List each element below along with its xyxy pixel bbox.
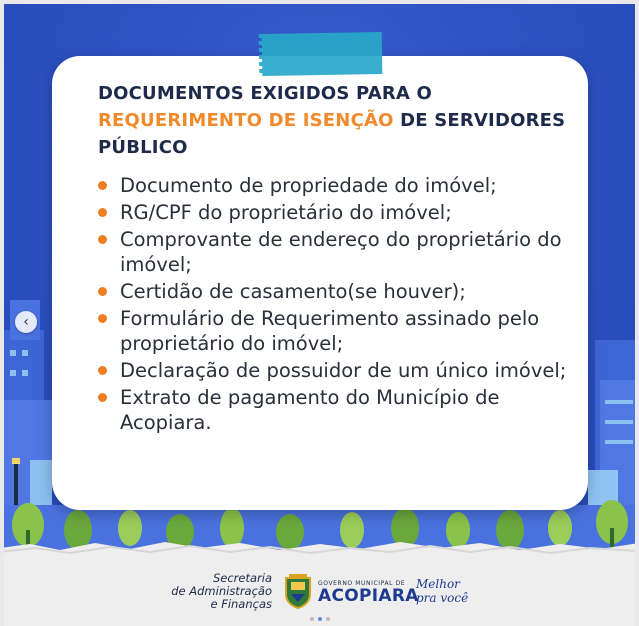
list-item-text: Extrato de pagamento do Município de Acopiara. [120, 386, 500, 434]
frame-right-border [635, 0, 639, 626]
frame-left-border [0, 0, 4, 626]
frame-top-border [0, 0, 639, 4]
bullet-dot-icon [98, 314, 107, 323]
list-item-text: Certidão de casamento(se houver); [120, 280, 466, 303]
secretaria-line-2: de Administração [171, 584, 272, 598]
list-item-text: Comprovante de endereço do proprietário do imóvel; [120, 228, 562, 276]
carousel-prev-button[interactable] [15, 311, 37, 333]
list-item [98, 227, 568, 277]
required-documents-list [98, 173, 568, 437]
bullet-dot-icon [98, 287, 107, 296]
gov-city-logo: ACOPIARA [318, 586, 419, 606]
carousel-dot[interactable] [326, 617, 330, 621]
bullet-dot-icon [98, 235, 107, 244]
list-item [98, 200, 568, 225]
card-title [98, 80, 568, 161]
title-line-2 [98, 107, 568, 161]
secretaria-label [160, 572, 272, 611]
carousel-dots [300, 617, 340, 623]
secretaria-line-3: e Finanças [210, 597, 272, 611]
list-item-text: Documento de propriedade do imóvel; [120, 174, 497, 197]
chevron-left-icon: ‹ [23, 314, 29, 330]
slogan-line-2: pra você [416, 591, 469, 605]
title-line-1: DOCUMENTOS EXIGIDOS PARA O [98, 83, 432, 104]
list-item [98, 279, 568, 304]
slogan-line-1: Melhor [416, 577, 460, 591]
gov-small-label: GOVERNO MUNICIPAL DE [318, 580, 406, 587]
list-item [98, 358, 568, 383]
bullet-dot-icon [98, 393, 107, 402]
list-item [98, 385, 568, 435]
list-item-text: Formulário de Requerimento assinado pelo proprietário do imóvel; [120, 307, 540, 355]
secretaria-line-1: Secretaria [212, 571, 272, 585]
list-item-text: RG/CPF do proprietário do imóvel; [120, 201, 452, 224]
bullet-dot-icon [98, 181, 107, 190]
carousel-dot-active[interactable] [318, 617, 322, 621]
bullet-dot-icon [98, 208, 107, 217]
acopiara-crest-icon [283, 574, 313, 610]
title-rest: DE SERVIDORES PÚBLICO [98, 110, 566, 158]
slogan-logo [416, 577, 476, 605]
carousel-dot[interactable] [310, 617, 314, 621]
tape-decoration [262, 32, 383, 76]
list-item-text: Declaração de possuidor de um único imóvel; [120, 359, 567, 382]
list-item [98, 173, 568, 198]
bullet-dot-icon [98, 366, 107, 375]
title-highlight: REQUERIMENTO DE ISENÇÃO [98, 110, 394, 131]
list-item [98, 306, 568, 356]
